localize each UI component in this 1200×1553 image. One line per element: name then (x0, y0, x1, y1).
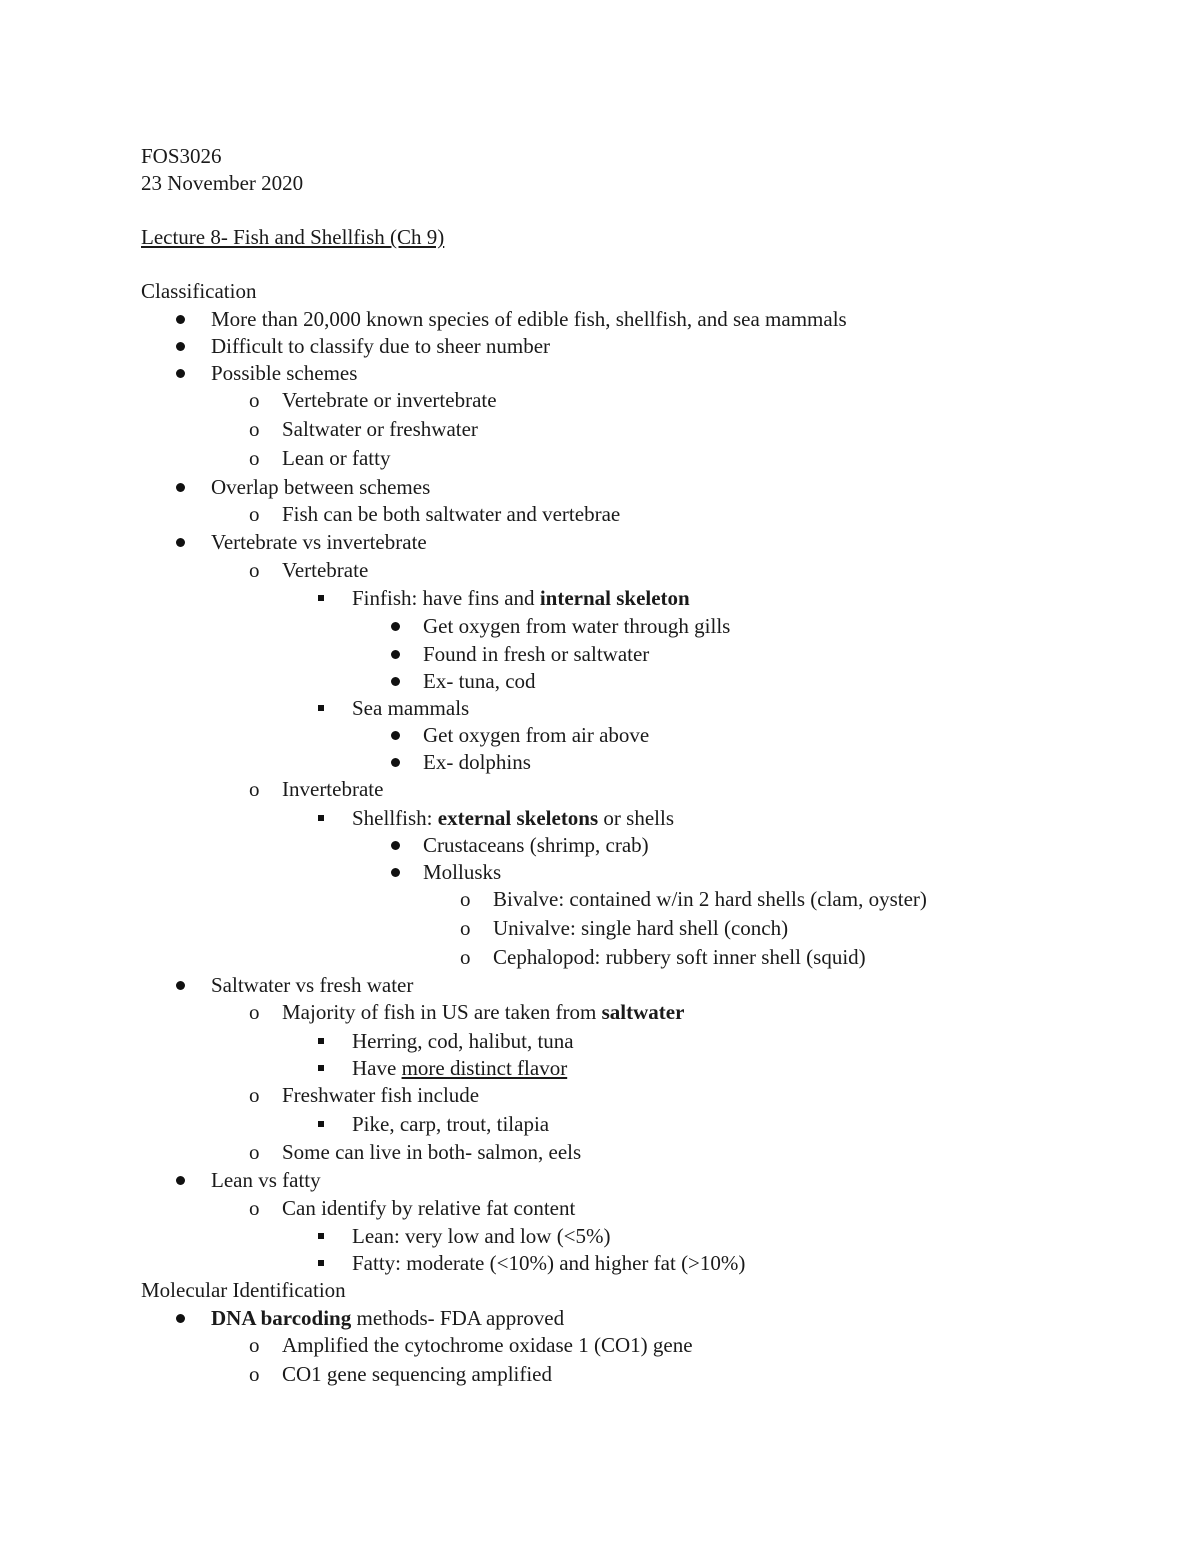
bullet-circle-icon: o (249, 1196, 260, 1220)
list-item: Difficult to classify due to sheer number (211, 334, 551, 358)
saltwater-term: saltwater (601, 1000, 685, 1024)
dna-text: methods- FDA approved (351, 1306, 565, 1330)
list-item: Ex- tuna, cod (423, 669, 536, 693)
finfish-text: Finfish: have fins and (352, 586, 540, 610)
list-item: Invertebrate (282, 777, 384, 801)
list-item: Saltwater or freshwater (282, 417, 478, 441)
external-skeletons-term: external skeletons (437, 806, 599, 830)
list-item: Overlap between schemes (211, 475, 431, 499)
list-item: Amplified the cytochrome oxidase 1 (CO1) gene (282, 1333, 693, 1357)
internal-skeleton-term: internal skeleton (539, 586, 690, 610)
list-item: Fish can be both saltwater and vertebrae (282, 502, 621, 526)
bullet-circle-icon: o (249, 558, 260, 582)
bullet-circle-icon: o (249, 1140, 260, 1164)
bullet-circle-icon: o (460, 945, 471, 969)
list-item: Vertebrate (282, 558, 369, 582)
list-item: Lean: very low and low (<5%) (352, 1224, 611, 1248)
list-item: Mollusks (423, 860, 502, 884)
molecular-heading: Molecular Identification (141, 1278, 346, 1302)
bullet-circle-icon: o (249, 777, 260, 801)
bullet-circle-icon: o (249, 388, 260, 412)
majority-text: Majority of fish in US are taken from (282, 1000, 602, 1024)
classification-heading: Classification (141, 279, 257, 303)
bullet-circle-icon: o (460, 916, 471, 940)
list-item: Univalve: single hard shell (conch) (493, 916, 789, 940)
bullet-circle-icon: o (460, 887, 471, 911)
list-item: Vertebrate or invertebrate (282, 388, 497, 412)
list-item: Possible schemes (211, 361, 358, 385)
list-item: Get oxygen from air above (423, 723, 650, 747)
list-item: Crustaceans (shrimp, crab) (423, 833, 649, 857)
have-text: Have (352, 1056, 402, 1080)
bullet-circle-icon: o (249, 1362, 260, 1386)
list-item: Saltwater vs fresh water (211, 973, 414, 997)
list-item: More than 20,000 known species of edible fish, shellfish, and sea mammals (211, 307, 847, 331)
list-item: Sea mammals (352, 696, 470, 720)
list-item: Lean vs fatty (211, 1168, 321, 1192)
dna-barcoding-term: DNA barcoding (211, 1306, 352, 1330)
shellfish-text-end: or shells (598, 806, 674, 830)
course-code: FOS3026 (141, 144, 222, 168)
bullet-circle-icon: o (249, 446, 260, 470)
list-item: Pike, carp, trout, tilapia (352, 1112, 550, 1136)
lecture-date: 23 November 2020 (141, 171, 304, 195)
list-item: Freshwater fish include (282, 1083, 480, 1107)
list-item (352, 1055, 567, 1081)
list-item: CO1 gene sequencing amplified (282, 1362, 553, 1386)
list-item: Lean or fatty (282, 446, 391, 470)
list-item (282, 999, 684, 1025)
distinct-flavor-term: more distinct flavor (401, 1056, 568, 1080)
list-item: Can identify by relative fat content (282, 1196, 576, 1220)
list-item: Cephalopod: rubbery soft inner shell (squid) (493, 945, 866, 969)
bullet-circle-icon: o (249, 1333, 260, 1357)
list-item: Found in fresh or saltwater (423, 642, 650, 666)
bullet-circle-icon: o (249, 1000, 260, 1024)
list-item: Herring, cod, halibut, tuna (352, 1029, 574, 1053)
list-item: Ex- dolphins (423, 750, 531, 774)
list-item: Some can live in both- salmon, eels (282, 1140, 582, 1164)
list-item (352, 805, 674, 831)
lecture-title: Lecture 8- Fish and Shellfish (Ch 9) (141, 225, 445, 249)
shellfish-text: Shellfish: (352, 806, 438, 830)
list-item (211, 1305, 564, 1331)
list-item: Bivalve: contained w/in 2 hard shells (clam, oyster) (493, 887, 927, 911)
list-item: Vertebrate vs invertebrate (211, 530, 427, 554)
list-item: Fatty: moderate (<10%) and higher fat (>10%) (352, 1251, 746, 1275)
list-item (352, 585, 690, 611)
bullet-circle-icon: o (249, 1083, 260, 1107)
list-item: Get oxygen from water through gills (423, 614, 731, 638)
bullet-circle-icon: o (249, 502, 260, 526)
bullet-circle-icon: o (249, 417, 260, 441)
